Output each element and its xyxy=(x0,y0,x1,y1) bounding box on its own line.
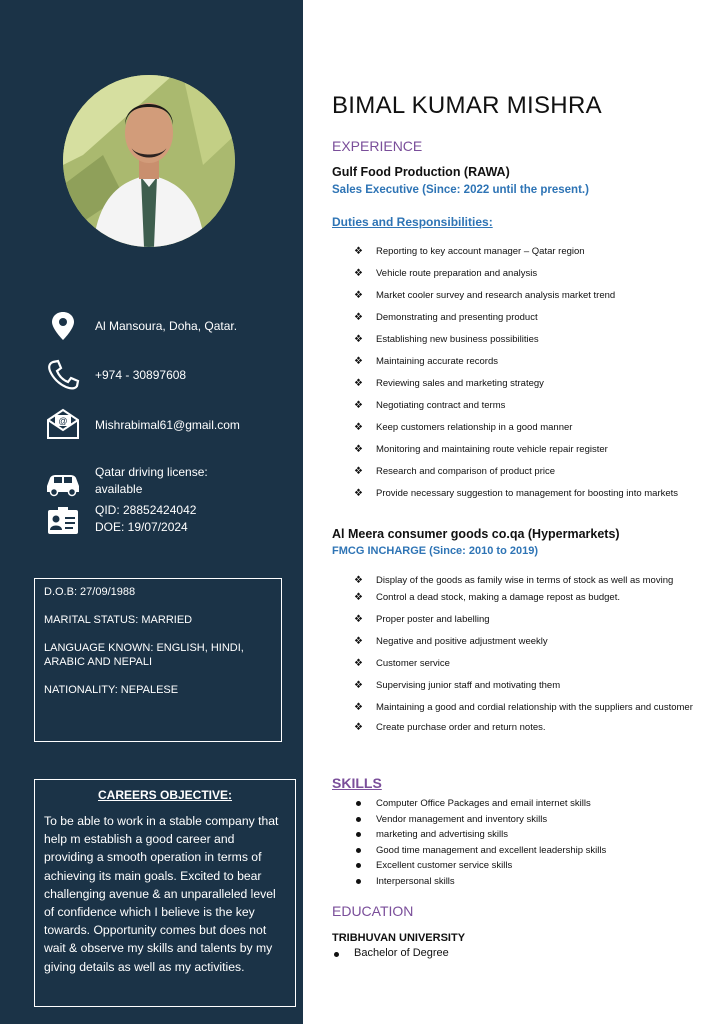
profile-photo xyxy=(63,75,235,247)
bullet-dot xyxy=(356,879,361,884)
duty-text: Maintaining accurate records xyxy=(376,356,498,367)
diamond-bullet-icon: ❖ xyxy=(354,592,363,603)
dob-text: D.O.B: 27/09/1988 xyxy=(44,586,136,598)
education-degree xyxy=(332,947,449,959)
bullet-dot xyxy=(334,952,339,957)
skill-text: Computer Office Packages and email internet skills xyxy=(376,798,591,809)
job2-company: Al Meera consumer goods co.qa (Hypermarkets) xyxy=(332,527,620,541)
duty-item xyxy=(354,377,712,391)
job2-duties-list xyxy=(354,574,712,735)
location-pin-icon xyxy=(44,309,82,343)
duty-text: Reviewing sales and marketing strategy xyxy=(376,378,544,389)
license-label: Qatar driving license: xyxy=(95,465,208,479)
skill-text: Interpersonal skills xyxy=(376,875,455,887)
diamond-bullet-icon: ❖ xyxy=(354,575,363,586)
duty-item xyxy=(354,701,712,715)
skills-heading: SKILLS xyxy=(332,775,382,791)
bullet-dot xyxy=(356,848,361,853)
bullet-dot xyxy=(356,832,361,837)
duty-item xyxy=(354,465,712,479)
duty-text: Vehicle route preparation and analysis xyxy=(376,268,538,279)
duty-text: Display of the goods as family wise in terms of stock as well as moving xyxy=(376,575,674,586)
skill-text: Vendor management and inventory skills xyxy=(376,813,548,825)
diamond-bullet-icon: ❖ xyxy=(354,614,363,625)
career-objective-text: To be able to work in a stable company that help m establish a good career and providing a smooth operation in terms of achieving its main goals. Excited to bear challenging avenue & an unparalleled level of confidence which I believe is the key towards. Opportunity comes but does not wait & observe my skills and talents by my giving details as well as my activities. xyxy=(44,814,279,974)
candidate-name: BIMAL KUMAR MISHRA xyxy=(332,92,602,119)
job1-role: Sales Executive (Since: 2022 until the present.) xyxy=(332,184,589,196)
duty-item xyxy=(354,657,712,671)
duty-item xyxy=(354,399,712,413)
education-institution: TRIBHUVAN UNIVERSITY xyxy=(332,932,466,944)
diamond-bullet-icon: ❖ xyxy=(354,246,363,257)
bullet-dot xyxy=(356,801,361,806)
phone-icon xyxy=(44,358,82,392)
duty-item xyxy=(354,355,712,369)
qid-text xyxy=(95,502,196,536)
skill-text: marketing and advertising skills xyxy=(376,829,509,841)
skill-item xyxy=(354,796,712,812)
diamond-bullet-icon: ❖ xyxy=(354,722,363,733)
diamond-bullet-icon: ❖ xyxy=(354,312,363,323)
skill-text: Good time management and excellent leadership skills xyxy=(376,844,607,856)
diamond-bullet-icon: ❖ xyxy=(354,444,363,455)
skill-item xyxy=(354,812,712,828)
duty-item xyxy=(354,721,712,735)
diamond-bullet-icon: ❖ xyxy=(354,466,363,477)
duty-text: Provide necessary suggestion to management for boosting into markets xyxy=(376,488,679,499)
duty-item xyxy=(354,245,712,259)
qid-expiry: DOE: 19/07/2024 xyxy=(95,520,188,534)
diamond-bullet-icon: ❖ xyxy=(354,334,363,345)
duty-text: Customer service xyxy=(376,658,450,669)
email-envelope-icon xyxy=(44,407,82,441)
address-text: Al Mansoura, Doha, Qatar. xyxy=(95,319,238,333)
skill-item xyxy=(354,827,712,843)
duty-item xyxy=(354,443,712,457)
duty-item xyxy=(354,267,712,281)
job1-duties-list xyxy=(354,245,712,501)
license-status: available xyxy=(95,482,143,496)
diamond-bullet-icon: ❖ xyxy=(354,488,363,499)
duty-item xyxy=(354,613,712,627)
career-objective-title: CAREERS OBJECTIVE: xyxy=(97,788,233,802)
diamond-bullet-icon: ❖ xyxy=(354,400,363,411)
duty-text: Negotiating contract and terms xyxy=(376,400,506,411)
diamond-bullet-icon: ❖ xyxy=(354,658,363,669)
duty-item xyxy=(354,289,712,303)
duty-item xyxy=(354,574,712,588)
duty-item xyxy=(354,333,712,347)
bullet-dot xyxy=(356,817,361,822)
duty-item xyxy=(354,421,712,435)
education-heading: EDUCATION xyxy=(332,903,414,919)
duty-text: Demonstrating and presenting product xyxy=(376,312,538,323)
duty-text: Negative and positive adjustment weekly xyxy=(376,636,548,647)
job1-company: Gulf Food Production (RAWA) xyxy=(332,165,510,179)
diamond-bullet-icon: ❖ xyxy=(354,290,363,301)
degree-text: Bachelor of Degree xyxy=(354,947,449,959)
skill-item xyxy=(354,858,712,874)
skills-list xyxy=(354,796,712,890)
skill-item xyxy=(354,843,712,859)
duty-item xyxy=(354,679,712,693)
experience-heading: EXPERIENCE xyxy=(332,138,423,154)
skill-item xyxy=(354,874,712,890)
duty-item xyxy=(354,635,712,649)
duty-text: Proper poster and labelling xyxy=(376,614,490,625)
diamond-bullet-icon: ❖ xyxy=(354,268,363,279)
svg-text:@: @ xyxy=(58,416,68,426)
diamond-bullet-icon: ❖ xyxy=(354,636,363,647)
diamond-bullet-icon: ❖ xyxy=(354,356,363,367)
duty-item xyxy=(354,311,712,325)
duty-text: Control a dead stock, making a damage repost as budget. xyxy=(376,592,620,603)
car-icon xyxy=(44,466,82,500)
bullet-dot xyxy=(356,863,361,868)
diamond-bullet-icon: ❖ xyxy=(354,378,363,389)
id-card-icon xyxy=(44,504,82,538)
license-text xyxy=(95,464,208,498)
duty-text: Establishing new business possibilities xyxy=(376,334,539,345)
diamond-bullet-icon: ❖ xyxy=(354,422,363,433)
duty-text: Research and comparison of product price xyxy=(376,466,556,477)
duty-item xyxy=(354,591,712,605)
duty-text: Maintaining a good and cordial relationship with the suppliers and customer xyxy=(376,702,693,713)
duty-text: Reporting to key account manager – Qatar region xyxy=(376,246,585,257)
duties-heading: Duties and Responsibilities: xyxy=(332,215,493,229)
marital-status-text: MARITAL STATUS: MARRIED xyxy=(44,614,193,626)
duty-text: Supervising junior staff and motivating them xyxy=(376,680,561,691)
languages-text: LANGUAGE KNOWN: ENGLISH, HINDI, ARABIC AND NEPALI xyxy=(44,642,244,668)
duty-text: Keep customers relationship in a good manner xyxy=(376,422,573,433)
qid-number: QID: 28852424042 xyxy=(95,503,197,517)
duty-text: Monitoring and maintaining route vehicle repair register xyxy=(376,444,608,455)
job2-role: FMCG INCHARGE (Since: 2010 to 2019) xyxy=(332,545,538,557)
diamond-bullet-icon: ❖ xyxy=(354,680,363,691)
duty-item xyxy=(354,487,712,501)
duty-text: Create purchase order and return notes. xyxy=(376,722,546,733)
nationality-text: NATIONALITY: NEPALESE xyxy=(44,684,179,696)
diamond-bullet-icon: ❖ xyxy=(354,702,363,713)
career-objective-box xyxy=(34,779,296,1007)
personal-info-box xyxy=(34,578,282,742)
skill-text: Excellent customer service skills xyxy=(376,860,513,872)
phone-text: +974 - 30897608 xyxy=(95,368,187,382)
email-text[interactable]: Mishrabimal61@gmail.com xyxy=(95,418,240,432)
duty-text: Market cooler survey and research analysis market trend xyxy=(376,290,616,301)
sidebar xyxy=(0,0,303,1024)
